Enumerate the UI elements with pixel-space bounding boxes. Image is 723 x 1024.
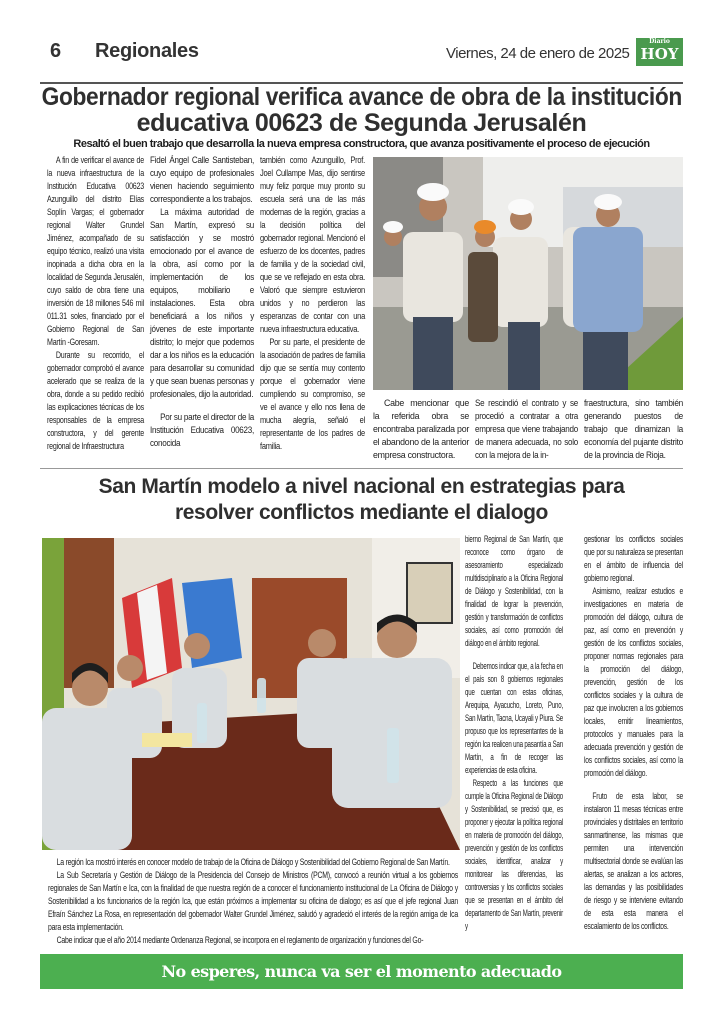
article1-column-6 bbox=[584, 397, 683, 462]
article2-column-1 bbox=[465, 533, 563, 933]
headline-line bbox=[0, 474, 723, 500]
paragraph: Cabe indicar que el año 2014 mediante Ordenanza Regional, se incorpora en el reglamento de organización y funciones del Go- bbox=[56, 935, 424, 946]
article2-headline bbox=[0, 474, 723, 526]
article1-headline bbox=[0, 84, 723, 136]
headline-line bbox=[0, 84, 723, 110]
issue-date bbox=[446, 45, 631, 62]
article1-column-3 bbox=[260, 154, 365, 453]
issue-date-text: Viernes, 24 de enero de 2025 bbox=[446, 45, 630, 62]
paragraph: Respecto a las funciones que cumple la Oficina Regional de Diálogo y Sostenibilidad, se precisó que, es proponer y ejecutar la política regional en materia de promoción del diálogo, prevención y gestión de los conflictos sociales, identificar, analizar y monitorear las diferencias, las controversias y los conflictos sociales que se presentan en el ámbito del departamento de San Martín, prevenir y bbox=[465, 778, 563, 932]
article1-column-2 bbox=[150, 154, 254, 450]
paragraph: Se rescindió el contrato y se procedió a contratar a otra empresa que viene trabajando de manera adecuada, no solo con la mejora de la in- bbox=[475, 398, 578, 461]
paragraph: La máxima autoridad de San Martín, expresó su satisfacción y se mostró emocionado por el avance de la obra, así como por la implementación de los equipos, mobiliario e instalaciones. Esta obra beneficiará a los niños y jóvenes de este importante distrito; lo mejor que podemos dar a los niños es la educación para desarrollar su comunidad y que sean buenas personas y profesionales, dijo la autoridad. bbox=[150, 207, 254, 400]
article2-photo bbox=[42, 538, 460, 850]
headline-text: Gobernador regional verifica avance de obra de la institución bbox=[41, 83, 682, 111]
headline-text: San Martín modelo a nivel nacional en estrategias para bbox=[98, 475, 625, 498]
paragraph: Asimismo, realizar estudios e investigaciones en materia de promoción del diálogo, cultura de paz, así como en prevención y gestión de los conflictos sociales, proponer normas regionales para la promoción del diálogo, prevención, gestión de los conflictos sociales y la cultura de paz que involucren a los gobiernos locales, emitir lineamientos, protocolos y manuales para la adecuada prevención y gestión de los conflictos sociales, así como la promoción del diálogo. bbox=[584, 586, 683, 779]
paragraph: gestionar los conflictos sociales que por su naturaleza se presentan en el ámbito de influencia del gobierno regional. bbox=[584, 534, 683, 584]
paragraph: Debemos indicar que, a la fecha en el país son 8 gobiernos regionales que cuentan con estas oficinas, Arequipa, Ayacucho, Loreto, Puno, San Martín, Tacna, Ucayali y Piura. Se propuso que los representantes de la región Ica realicen una pasantía a San Martín, a fin de recoger las experiencias de esta oficina. bbox=[465, 661, 563, 776]
article1-column-4 bbox=[373, 397, 469, 462]
article1-column-1 bbox=[47, 154, 144, 453]
paragraph: también como Azunguillo, Prof. Joel Cullampe Mas, dijo sentirse muy feliz porque muy pronto su escuela será una de las más modernas de la región, gracias a la decisión política del gobernador regional. Mencionó el esfuerzo de los docentes, padres de familia y de la sociedad civil, que se ve reflejado en esta obra. Valoró que siempre estuvieron unidos y no perdieron las esperanzas de contar con una nueva infraestructura educativa. bbox=[260, 155, 365, 335]
article1-photo bbox=[373, 157, 683, 390]
paragraph: fraestructura, sino también generando puestos de trabajo que dinamizan la economía del pujante distrito de la provincia de Rioja. bbox=[584, 398, 683, 461]
paragraph: La Sub Secretaría y Gestión de Diálogo de la Presidencia del Consejo de Ministros (PCM), convocó a reunión virtual a los gobiernos regionales de San Martín e Ica, con la finalidad de que nuestra región de a conocer el funcionamiento institucional de La Oficina de Diálogo y Sostenibilidad a los funcionarios de la región Ica, que están próximos a implementar su oficina de dialogo; es así que el jefe regional Juan Efraín Sánchez La Rosa, en representación del gobernador Walter Grundel Jiménez, saludó y agradeció el interés de la región amiga de Ica para esta implementación. bbox=[48, 870, 458, 933]
logo-small-text: Diario bbox=[649, 38, 670, 45]
article-divider bbox=[40, 468, 683, 469]
headline-line bbox=[0, 110, 723, 136]
article1-subtitle bbox=[0, 138, 723, 151]
page-number: 6 bbox=[50, 40, 62, 62]
paragraph: Cabe mencionar que la referida obra se encontraba paralizada por el abandono de la anterior empresa constructora. bbox=[373, 398, 469, 461]
headline-text: educativa 00623 de Segunda Jerusalén bbox=[136, 109, 587, 137]
article2-bottom-text bbox=[48, 856, 458, 947]
paragraph: La región Ica mostró interés en conocer modelo de trabajo de la Oficina de Diálogo y Sostenibilidad del Gobierno Regional de San Martín. bbox=[56, 857, 450, 868]
paragraph: Por su parte, el presidente de la asociación de padres de familia dijo que se sentía muy contento porque el gobernador viene cumpliendo su compromiso, se ve el avance y ello nos llena de mucha alegría, señaló el representante de los padres de familia. bbox=[260, 337, 365, 452]
logo-big-text: HOY bbox=[640, 45, 679, 63]
article1-column-5 bbox=[475, 397, 578, 462]
section-title: Regionales bbox=[95, 40, 199, 62]
newspaper-logo bbox=[636, 38, 683, 66]
article2-column-2 bbox=[584, 533, 683, 933]
headline-text: resolver conflictos mediante el dialogo bbox=[174, 501, 548, 524]
paragraph: Fruto de esta labor, se instalaron 11 mesas técnicas entre provinciales y distritales en territorio sanmartinense, las mismas que permiten una intervención multisectorial donde se evalúan las alertas, se analizan a los actores, las demandas y las posibilidades de riesgo y se interviene evitando de esta esta manera el escalamiento de los conflictos. bbox=[584, 791, 683, 932]
subtitle-text: Resaltó el buen trabajo que desarrolla la nueva empresa constructora, que avanza positivamente el proceso de ejecución bbox=[73, 138, 650, 150]
paragraph: bierno Regional de San Martín, que reconoce como órgano de asesoramiento especializado multidisciplinario a la Oficina Regional de Diálogo y Sostenibilidad, con la finalidad de lograr la prevención, gestión y transformación de conflictos sociales, así como promoción del diálogo en el ámbito regional. bbox=[465, 534, 563, 649]
headline-line bbox=[0, 500, 723, 526]
paragraph: A fin de verificar el avance de la nueva infraestructura de la Institución Educativa 00623 Azunguillo del distrito Elías Soplín Vargas; el gobernador regional Walter Grundel Jiménez, acompañado de su equipo técnico, realizó una visita inopinada a dicha obra en la localidad de Segunda Jerusalén, cuyo saldo de obra tiene una inversión de 18 millones 546 mil 011.31 soles, financiado por el Gobierno Regional de San Martín -Goresam. bbox=[47, 155, 144, 348]
footer-banner: No esperes, nunca va ser el momento adecuado bbox=[40, 954, 683, 989]
paragraph: Fidel Ángel Calle Santisteban, cuyo equipo de profesionales vienen haciendo seguimiento correspondiente a los trabajos. bbox=[150, 155, 254, 205]
paragraph: Durante su recorrido, el gobernador comprobó el avance acelerado que se realiza de la obra, donde a su pedido recibió las explicaciones técnicas de los responsables de la empresa constructora, y del gerente regional de Infraestructura bbox=[47, 350, 144, 452]
paragraph: Por su parte el director de la Institución Educativa 00623, conocida bbox=[150, 412, 254, 449]
